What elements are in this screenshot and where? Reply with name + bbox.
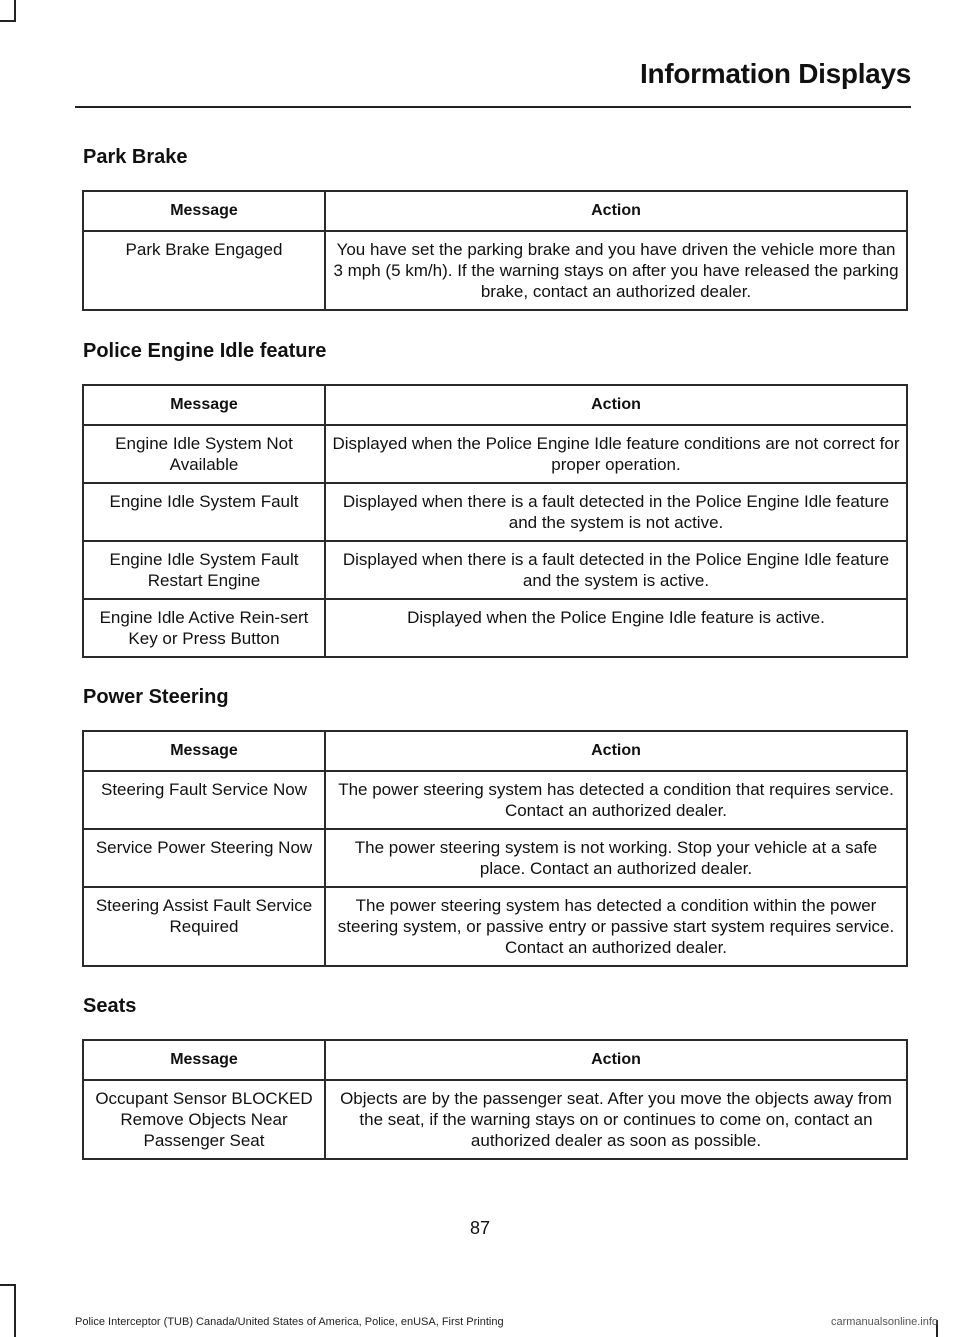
column-header-message: Message xyxy=(83,385,325,425)
table-header-row xyxy=(83,1040,907,1080)
column-header-message: Message xyxy=(83,731,325,771)
message-cell: Service Power Steering Now xyxy=(83,829,325,887)
message-cell: Engine Idle System Fault xyxy=(83,483,325,541)
action-cell: You have set the parking brake and you have driven the vehicle more than 3 mph (5 km/h). If the warning stays on after you have released the parking brake, contact an authorized dealer. xyxy=(325,231,907,310)
column-header-action: Action xyxy=(325,191,907,231)
message-cell: Steering Fault Service Now xyxy=(83,771,325,829)
action-cell: Displayed when the Police Engine Idle feature is active. xyxy=(325,599,907,657)
section-title-park-brake: Park Brake xyxy=(83,146,188,168)
action-cell: The power steering system has detected a condition within the power steering system, or passive entry or passive start system requires service. Contact an authorized dealer. xyxy=(325,887,907,966)
crop-mark-top-left-h xyxy=(0,20,16,22)
table-row xyxy=(83,829,907,887)
page-number: 87 xyxy=(469,1218,491,1238)
table-row xyxy=(83,483,907,541)
crop-mark-top-left xyxy=(14,0,16,22)
column-header-message: Message xyxy=(83,191,325,231)
footer-text: Police Interceptor (TUB) Canada/United States of America, Police, enUSA, First Printing xyxy=(75,1316,504,1328)
action-cell: Displayed when the Police Engine Idle feature conditions are not correct for proper operation. xyxy=(325,425,907,483)
table-row xyxy=(83,1080,907,1159)
section-title-seats: Seats xyxy=(83,995,137,1017)
table-header-row xyxy=(83,731,907,771)
park-brake-table xyxy=(82,190,908,311)
action-cell: The power steering system is not working. Stop your vehicle at a safe place. Contact an authorized dealer. xyxy=(325,829,907,887)
section-title-power-steering: Power Steering xyxy=(83,686,229,708)
crop-mark-bottom-left-h xyxy=(0,1284,16,1286)
column-header-action: Action xyxy=(325,731,907,771)
header-divider xyxy=(75,106,911,108)
watermark: carmanualsonline.info xyxy=(830,1316,938,1328)
message-cell: Engine Idle Active Rein-sert Key or Press Button xyxy=(83,599,325,657)
police-engine-idle-table xyxy=(82,384,908,658)
seats-table xyxy=(82,1039,908,1160)
message-cell: Engine Idle System Fault Restart Engine xyxy=(83,541,325,599)
power-steering-table xyxy=(82,730,908,967)
message-cell: Occupant Sensor BLOCKED Remove Objects Near Passenger Seat xyxy=(83,1080,325,1159)
table-row xyxy=(83,771,907,829)
section-title-police-engine-idle: Police Engine Idle feature xyxy=(83,340,327,362)
table-header-row xyxy=(83,191,907,231)
table-row xyxy=(83,599,907,657)
table-row xyxy=(83,425,907,483)
table-row xyxy=(83,887,907,966)
action-cell: Objects are by the passenger seat. After you move the objects away from the seat, if the warning stays on or continues to come on, contact an authorized dealer as soon as possible. xyxy=(325,1080,907,1159)
message-cell: Park Brake Engaged xyxy=(83,231,325,310)
action-cell: The power steering system has detected a condition that requires service. Contact an authorized dealer. xyxy=(325,771,907,829)
action-cell: Displayed when there is a fault detected in the Police Engine Idle feature and the system is not active. xyxy=(325,483,907,541)
column-header-action: Action xyxy=(325,1040,907,1080)
message-cell: Engine Idle System Not Available xyxy=(83,425,325,483)
table-row xyxy=(83,541,907,599)
page-header-title: Information Displays xyxy=(640,58,911,89)
action-cell: Displayed when there is a fault detected in the Police Engine Idle feature and the system is active. xyxy=(325,541,907,599)
column-header-message: Message xyxy=(83,1040,325,1080)
column-header-action: Action xyxy=(325,385,907,425)
table-header-row xyxy=(83,385,907,425)
table-row xyxy=(83,231,907,310)
message-cell: Steering Assist Fault Service Required xyxy=(83,887,325,966)
crop-mark-bottom-left xyxy=(14,1284,16,1337)
